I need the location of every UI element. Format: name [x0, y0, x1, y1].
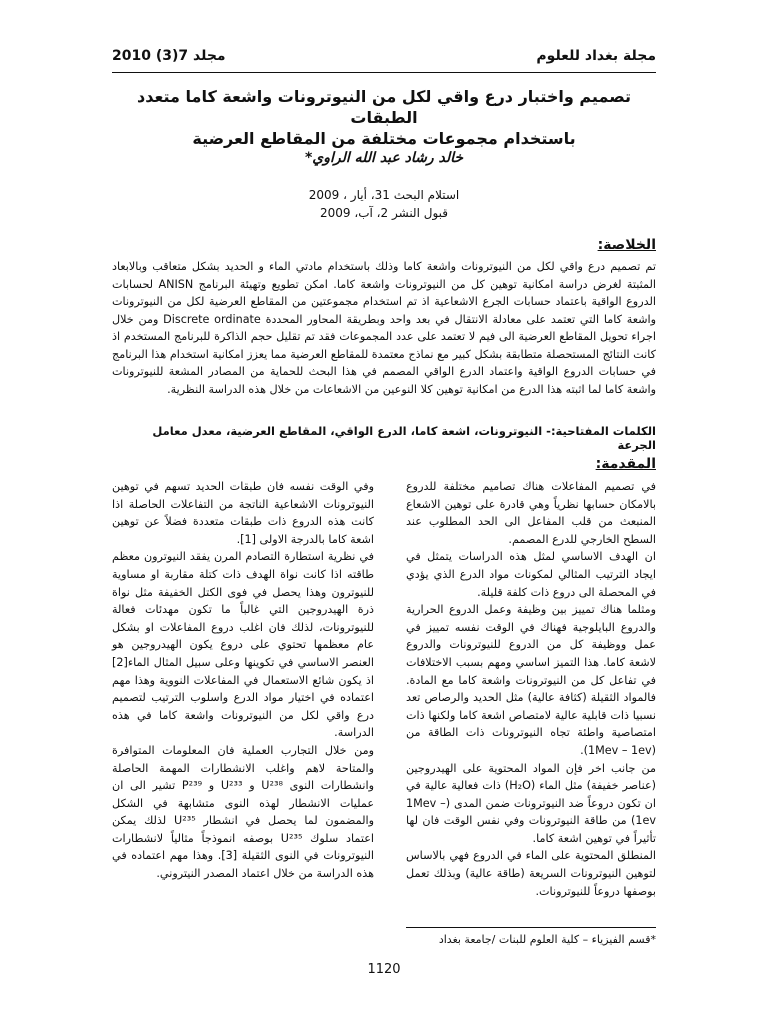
volume-info: مجلد 7(3) 2010 [112, 48, 226, 64]
author-name: خالد رشاد عبد الله الراوي* [304, 150, 464, 166]
intro-heading: المقدمة: [595, 456, 656, 472]
author-affiliation-footnote: *قسم الفيزياء – كلية العلوم للبنات /جامعة بغداد [438, 933, 656, 946]
title-line-2: باستخدام مجموعات مختلفة من المقاطع العرضية [192, 129, 576, 148]
article-dates [112, 186, 656, 222]
intro-paragraph: وفي الوقت نفسه فان طبقات الحديد تسهم في توهين النيوترونات الاشعاعية الناتجة من التفاعلات الحاصلة اذا كانت هذه الدروع ذات طبقات متعددة فضلاً عن توهين اشعة كاما بالدرجة الاولى [1]. [112, 480, 374, 546]
abstract-heading: الخلاصة: [597, 237, 656, 253]
journal-name: مجلة بغداد للعلوم [536, 48, 656, 64]
intro-left-column [112, 478, 374, 883]
title-line-1: تصميم واختبار درع واقي لكل من النيوترونات واشعة كاما متعدد الطبقات [137, 87, 631, 127]
received-date: استلام البحث 31، أيار ، 2009 [308, 188, 460, 202]
accepted-date: قبول النشر 2، آب، 2009 [319, 206, 449, 220]
intro-paragraph: في نظرية استطارة التصادم المرن يفقد النيوترون معظم طاقته اذا كانت نواة الهدف ذات كتلة مقاربة او مساوية للنيوترون وهذا يحصل في فوى الكتل الخفيفة مثل نواة ذرة الهيدروجين التي غالباً ما تكون مهدئات فعالة للنيوترونات، لذلك فان اغلب دروع المفاعلات او بشكل عام معظمها تحتوي على دروع يكون الهيدروجين هو العنصر الاساسي في تكوينها وعلى سبيل المثال الماء[2] اذ يكون شائع الاستعمال في المفاعلات النووية وهذا مهم اعتماده في اختيار مواد الدرع واسلوب الترتيب لتصميم درع واقي لكل من النيوترونات واشعة كاما في هذه الدراسة. [112, 550, 374, 740]
intro-right-column [406, 478, 656, 900]
article-title [112, 86, 656, 149]
intro-paragraph: ومن خلال التجارب العملية فان المعلومات المتوافرة والمتاحة لاهم واغلب الانشطارات المهمة الحاصلة وانشطارات النوى U²³⁸ و U²³³ و P²³⁹ تشير الى ان عمليات الانشطار لهذه النوى متشابهة في الشكل والمضمون لما يحصل في انشطار U²³⁵ لذلك يمكن اعتماد سلوك U²³⁵ بوصفه انموذجاً مثالياً لانشطارات النيوترونات في النوى الثقيلة [3]. وهذا مهم اعتماده في هذه الدراسة من خلال اعتماد المصدر النيتروني. [112, 743, 374, 881]
intro-paragraph: ان الهدف الاساسي لمثل هذه الدراسات يتمثل في ايجاد الترتيب المثالي لمكونات مواد الدرع الذي يؤدي في المحصلة الى دروع ذات كلفة قليلة. [406, 550, 656, 599]
keywords: الكلمات المفتاحية:- النيوترونات، اشعة كاما، الدرع الواقي، المقاطع العرضية، معدل معامل الجرعة [152, 424, 656, 452]
intro-paragraph: في تصميم المفاعلات هناك تصاميم مختلفة للدروع بالامكان حسابها نظرياً وهي قادرة على توهين الاشعاع المنبعث من قلب المفاعل الى الحد المطلوب عند السطح الخارجي للدرع المصمم. [406, 480, 656, 546]
footnote-divider [406, 927, 656, 928]
abstract-text: تم تصميم درع واقي لكل من النيوترونات واشعة كاما وذلك باستخدام مادتي الماء و الحديد بشكل متعاقب وبالابعاد المثبتة لغرض دراسة امكانية توهين كل من النيوترونات واشعة كاما. امكن تطويع وتهيئة البرنامج ANISN لحسابات الدروع الواقية باعتماد حسابات الجرع الاشعاعية اذ تم استخدام مجموعتين من المقاطع العرضية لكل من النيوترونات واشعة كاما التي تعتمد على معادلة الانتقال في بعد واحد وبطريقة المحاور المحددة Discrete ordinate ومن خلال اجراء تحويل المقاطع العرضية الى فيم لا تعتمد على عدد المجموعات فقد تم تقليل حجم الذاكرة للبرنامج المستخدم اذ كانت النتائج المستحصلة متطابقة بشكل كبير مع نماذج معتمدة للمقاطع العرضية مما يعزز امكانية استخدام هذا البرنامج في حسابات الدروع الواقية واعتماد الدرع الواقي المصمم في هذا البحث للحماية من المصادر المشعة للنيوترونات واشعة كاما لما اثبته هذا الدرع من امكانية توهين كلا النوعين من الاشعاعات من خلال هذه الدراسة النظرية. [112, 260, 657, 396]
intro-paragraph: من جانب اخر فإن المواد المحتوية على الهيدروجين (عناصر خفيفة) مثل الماء (H₂O) ذات فعالية عالية في ان تكون دروعاً ضد النيوترونات ضمن المدى (1Mev – 1ev) من طاقة النيوترونات وفي نفس الوقت فان لها تأثيراً في توهين اشعة كاما. [406, 761, 656, 845]
intro-paragraph: المنطلق المحتوية على الماء في الدروع فهي بالاساس لتوهين النيوترونات السريعة (طاقة عالية) وبذلك تعمل بوصفها دروعاً للنيوترونات. [406, 849, 656, 898]
running-header [112, 48, 656, 72]
intro-paragraph: ومثلما هناك تمييز بين وظيفة وعمل الدروع الحرارية والدروع البايلوجية فهناك في الوقت نفسه تمييز في عمل ووظيفة كل من الدروع للنيوترونات والدروع لاشعة كاما. هذا التميز اساسي ومهم بسبب الاختلافات في تفاعل كل من النيوترونات واشعة كاما مع المادة. فالمواد الثقيلة (كثافة عالية) مثل الحديد والرصاص تعد نسبيا ذات قابلية عالية لامتصاص اشعة كاما ولكنها ذات امتصاصية واطئة تجاه النيوترونات ذات الطاقة من (1Mev – 1ev). [406, 603, 656, 757]
page-number: 1120 [367, 962, 401, 977]
header-rule [112, 72, 656, 73]
